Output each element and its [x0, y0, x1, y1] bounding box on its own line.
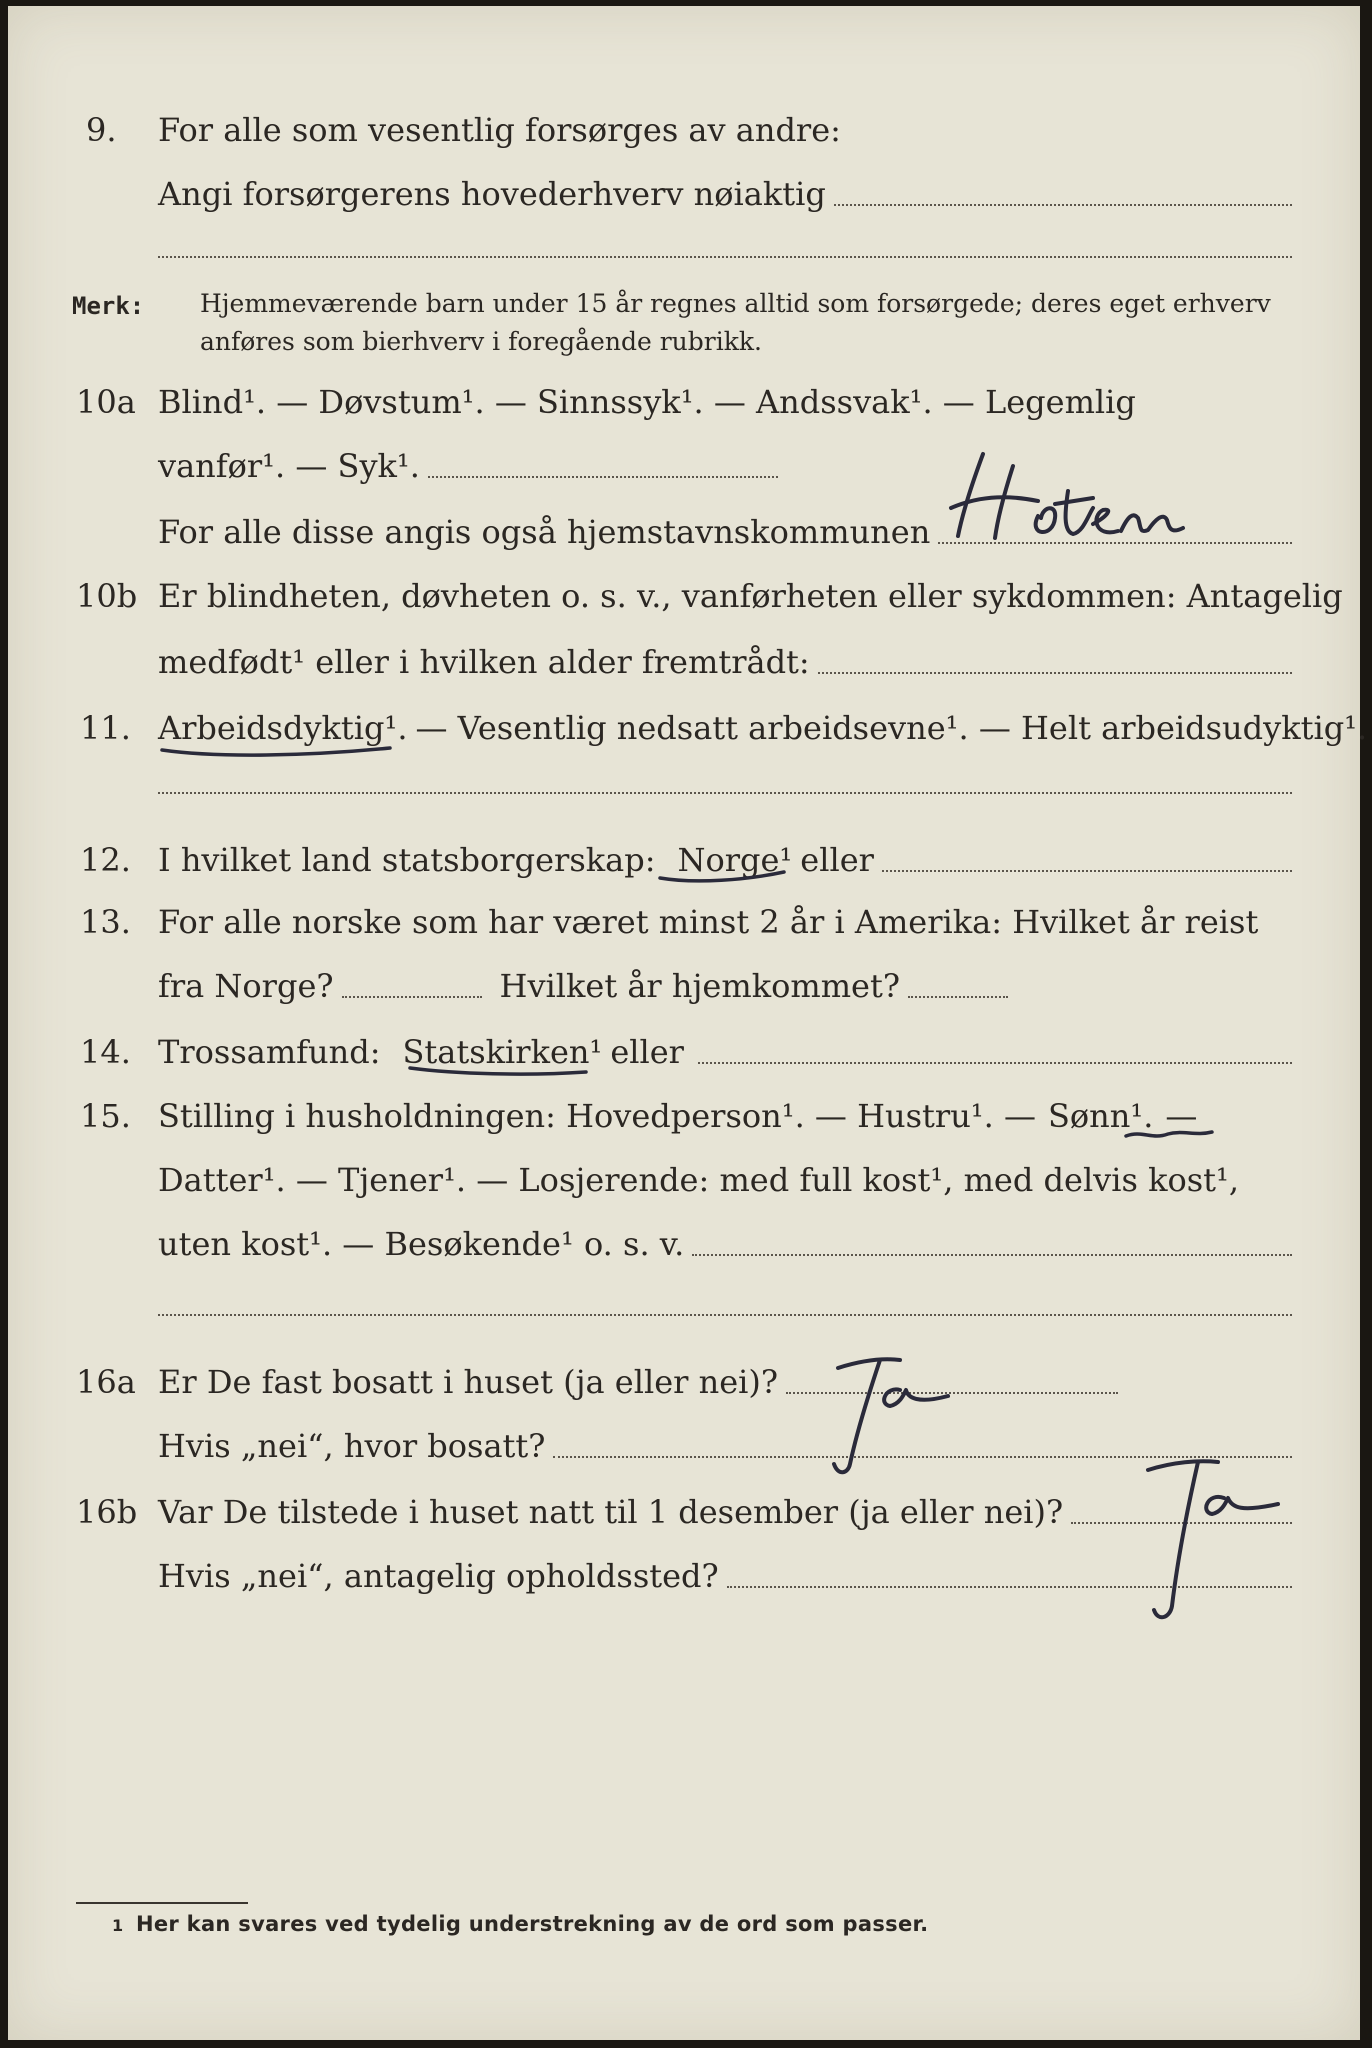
q12-line: I hvilket land statsborgerskap: Norge¹ eller: [158, 840, 1292, 880]
answer-field[interactable]: [158, 1314, 1292, 1316]
question-number: 10a: [76, 383, 136, 421]
question-number: 16a: [76, 1363, 136, 1401]
svg-text:Ja: Ja: [808, 1346, 809, 1347]
q14-line: Trossamfund: Statskirken¹ eller: [158, 1032, 1292, 1072]
handwritten-answer-ja: [1108, 1446, 1308, 1636]
q10b-line2: medfødt¹ eller i hvilken alder fremtrådt:: [158, 642, 1292, 682]
answer-field[interactable]: [428, 476, 778, 478]
q9-line2: Angi forsørgerens hovederhverv nøiaktig: [158, 174, 1292, 214]
handwritten-underline: [1122, 1126, 1222, 1146]
merk-line1: Hjemmeværende barn under 15 år regnes alltid som forsørgede; deres eget erhverv: [200, 289, 1271, 318]
handwritten-underline: [656, 868, 796, 888]
q16b-line1: Var De tilstede i huset natt til 1 desember (ja eller nei)?: [158, 1492, 1292, 1532]
question-number: 9.: [86, 111, 117, 149]
question-number: 15.: [80, 1097, 131, 1135]
answer-field[interactable]: [818, 672, 1292, 674]
question-number: 12.: [80, 841, 131, 879]
question-number: 16b: [76, 1493, 138, 1531]
answer-field[interactable]: [692, 1254, 1292, 1256]
question-number: 14.: [80, 1033, 131, 1071]
merk-label: Merk:: [72, 292, 145, 320]
svg-text:Hoten: Hoten: [943, 446, 947, 447]
q15-line3: uten kost¹. — Besøkende¹ o. s. v.: [158, 1224, 1292, 1264]
q15-line2: Datter¹. — Tjener¹. — Losjerende: med full kost¹, med delvis kost¹,: [158, 1161, 1240, 1199]
answer-field[interactable]: [342, 996, 482, 998]
census-form-page: [8, 6, 1368, 2040]
q11-line1: Arbeidsdyktig¹. — Vesentlig nedsatt arbeidsevne¹. — Helt arbeidsudyktig¹.: [158, 709, 1368, 747]
q10b-line1: Er blindheten, døvheten o. s. v., vanførheten eller sykdommen: Antagelig: [158, 577, 1343, 615]
q13-line2: fra Norge? Hvilket år hjemkommet?: [158, 966, 1008, 1006]
handwritten-answer-hoten: [943, 446, 1233, 546]
q15-line1: Stilling i husholdningen: Hovedperson¹. — Hustru¹. — Sønn¹. —: [158, 1097, 1198, 1135]
q13-line1: For alle norske som har været minst 2 år i Amerika: Hvilket år reist: [158, 903, 1259, 941]
q16a-line2: Hvis „nei“, hvor bosatt?: [158, 1426, 1292, 1466]
merk-line2: anføres som bierhverv i foregående rubrikk.: [200, 327, 762, 356]
q10a-line1: Blind¹. — Døvstum¹. — Sinnssyk¹. — Andssvak¹. — Legemlig: [158, 383, 1136, 421]
option-norge[interactable]: Norge¹: [677, 841, 793, 879]
option-arbeidsdyktig[interactable]: Arbeidsdyktig¹.: [158, 709, 408, 747]
handwritten-underline: [158, 742, 398, 762]
answer-field[interactable]: [158, 792, 1292, 794]
answer-field[interactable]: [882, 870, 1292, 872]
answer-field[interactable]: [698, 1062, 1292, 1064]
q10a-line3: For alle disse angis også hjemstavnskommunen: [158, 512, 1292, 552]
q16b-line2: Hvis „nei“, antagelig opholdssted?: [158, 1556, 1292, 1596]
answer-field[interactable]: [158, 256, 1292, 258]
q9-line1: For alle som vesentlig forsørges av andre:: [158, 111, 841, 149]
svg-text:Ja: Ja: [1108, 1446, 1109, 1447]
footnote-mark: 1: [112, 1916, 124, 1935]
answer-field[interactable]: [908, 996, 1008, 998]
question-number: 10b: [76, 577, 138, 615]
q16a-line1: Er De fast bosatt i huset (ja eller nei)?: [158, 1362, 1118, 1402]
answer-field[interactable]: [834, 204, 1292, 206]
footnote-text: Her kan svares ved tydelig understrekning av de ord som passer.: [136, 1912, 929, 1936]
option-sonn[interactable]: Sønn¹.: [1047, 1097, 1154, 1135]
footnote-divider: [76, 1902, 248, 1904]
handwritten-underline: [406, 1062, 596, 1082]
q10a-line2: vanfør¹. — Syk¹.: [158, 446, 778, 486]
question-number: 13.: [80, 903, 131, 941]
handwritten-answer-ja: [808, 1346, 978, 1486]
question-number: 11.: [80, 709, 131, 747]
option-statskirken[interactable]: Statskirken¹: [402, 1033, 603, 1071]
